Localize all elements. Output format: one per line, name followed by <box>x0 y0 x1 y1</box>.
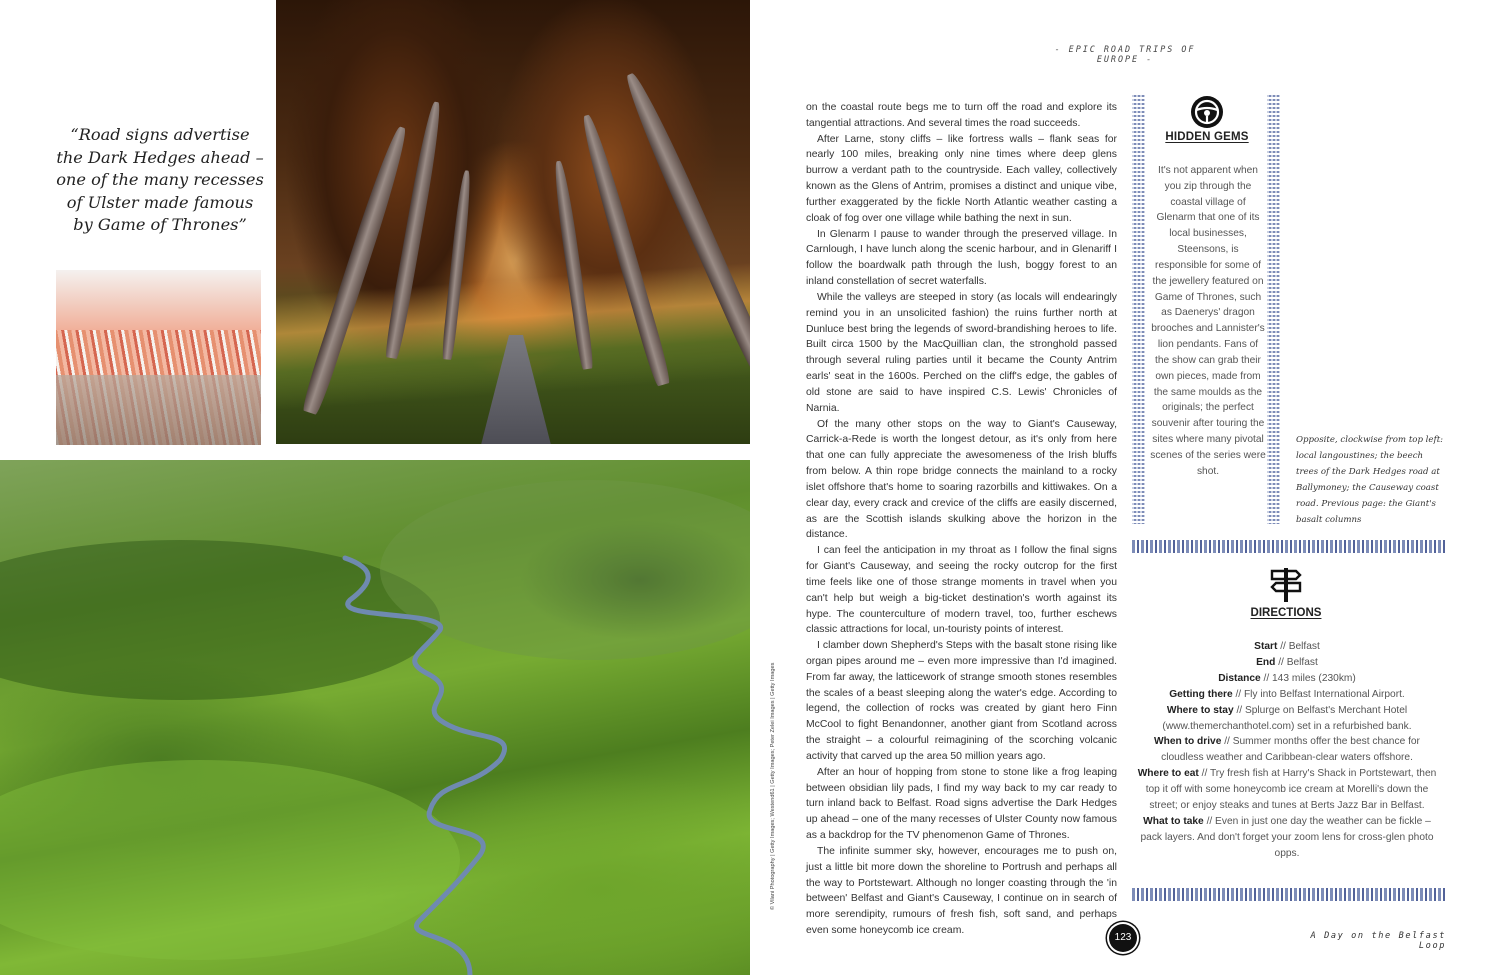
body-paragraph: on the coastal route begs me to turn off the road and explore its tangential attractions. And several times the road succeeds. <box>806 102 1117 129</box>
body-paragraph: I clamber down Shepherd's Steps with the basalt stone rising like organ pipes around me – even more impressive than I'd imagined. From far away, the latticework of strange smooth stones resembles the scales of a beast sleeping along the water's edge. According to legend, the collection of rocks was created by giant hero Finn McCool to fight Benandonner, another giant from Scotland across the straight – a colourful reimagining of the scorching volcanic activity that carved up the area 50 million years ago. <box>806 640 1117 762</box>
hidden-gems-text: It's not apparent when you zip through the coastal village of Glenarm that one of its local businesses, Steensons, is responsible for some of the jewellery featured on Game of Thrones, such as Daenerys' dragon brooches and Lannister's lion pendants. Fans of the show can grab their own pieces, made from the same moulds as the originals; the perfect souvenir after touring the sites where many pivotal scenes of the series were shot. <box>1150 165 1266 477</box>
body-paragraph: In Glenarm I pause to wander through the preserved village. In Carnlough, I have lunch along the scenic harbour, and in Glenariff I follow the boardwalk path through the lush, boggy forest to an inland constellation of secret waterfalls. <box>806 228 1117 288</box>
pull-quote: “Road signs advertise the Dark Hedges ahead – one of the many recesses of Ulster made famous by Game of Thrones” <box>56 125 264 234</box>
winding-road <box>0 460 750 975</box>
langoustines-photo <box>56 270 261 445</box>
direction-row <box>1137 734 1437 766</box>
direction-row <box>1137 703 1437 735</box>
signpost-icon <box>1266 564 1306 604</box>
direction-label: Distance <box>1218 672 1261 684</box>
direction-label: End <box>1256 656 1276 668</box>
photo-caption: Opposite, clockwise from top left: local langoustines; the beech trees of the Dark Hedges road at Ballymoney; the Causeway coast road. Previous page: the Giant's basalt columns <box>1296 435 1444 525</box>
direction-label: Getting there <box>1169 688 1233 700</box>
steering-wheel-icon <box>1190 95 1224 129</box>
direction-value: // Summer months offer the best chance for cloudless weather and Caribbean-clear waters offshore. <box>1161 736 1420 764</box>
direction-label: Start <box>1254 641 1278 652</box>
direction-value: // Splurge on Belfast's Merchant Hotel (www.themerchanthotel.com) set in a refurbished bank. <box>1162 704 1412 732</box>
dark-hedges-photo <box>276 0 750 444</box>
directions-border-top <box>1132 540 1446 553</box>
body-paragraph: The infinite summer sky, however, encourages me to push on, just a little bit more down the shoreline to Portrush and perhaps all the way to Portstewart. Although no longer coasting through the 'in between' Belfast and Giant's Causeway, I continue on in search of more serendipity, rumours of fresh fish, soft sand, and perhaps even some honeycomb ice cream. <box>806 845 1117 937</box>
direction-value: // Belfast <box>1277 641 1320 652</box>
body-paragraph: I can feel the anticipation in my throat as I follow the final signs for Giant's Causeway, and seeing the rocky outcrop for the first time feels like one of those strange moments in travel when you can't help but weigh a big-ticket destination's worth against its hype. The counterculture of modern travel, too, further eschews classic attractions for local, un-touristy points of interest. <box>806 545 1117 636</box>
langoustine-heads <box>56 270 261 330</box>
body-paragraph: After Larne, stony cliffs – like fortress walls – flank seas for nearly 100 miles, breaking only nine times where deep glens burrow a verdant path to the countryside. Each valley, collectively known as the Glens of Antrim, promises a distinct and unique vibe, further exaggerated by the fickle North Atlantic weather casting a cloak of fog over one village while bathing the next in sun. <box>806 133 1117 224</box>
beech-trunk <box>441 170 473 360</box>
direction-row <box>1137 655 1437 671</box>
beech-trunk <box>551 160 594 370</box>
crate-tray <box>56 375 261 445</box>
page-number: 123 <box>1109 924 1137 952</box>
direction-value: // Fly into Belfast International Airport. <box>1232 688 1405 700</box>
direction-label: Where to eat <box>1137 768 1199 780</box>
direction-row <box>1137 766 1437 814</box>
direction-row <box>1137 671 1437 687</box>
beech-trunk <box>300 124 412 415</box>
direction-row <box>1137 687 1437 703</box>
directions-list <box>1137 639 1437 862</box>
causeway-coast-road-photo <box>0 460 750 975</box>
body-paragraph: Of the many other stops on the way to Giant's Causeway, Carrick-a-Rede is worth the longest detour, as it's only from here that one can fully appreciate the awesomeness of the Irish bluffs from below. A thin rope bridge connects the mainland to a rocky islet offshore that's home to soaring razorbills and kittiwakes. On a clear day, every crack and crevice of the cliffs are easily discerned, as are the Scottish islands skulking above the horizon in the distance. <box>806 418 1117 541</box>
article-body <box>806 100 1117 939</box>
direction-value: // Belfast <box>1275 656 1318 668</box>
direction-label: What to take <box>1143 815 1204 827</box>
direction-label: When to drive <box>1154 736 1222 748</box>
gems-border-left <box>1132 95 1145 524</box>
directions-border-bottom <box>1132 888 1446 901</box>
body-paragraph: While the valleys are steeped in story (as locals will endearingly remind you in an unsolicited fashion) the ruins further north at Dunluce best bring the legends of sword-brandishing heroes to life. Built circa 1500 by the MacQuillian clan, the stronghold passed through several ruling parties until it became the County Antrim earls' seat in the 1600s. Perched on the cliff's edge, the gables of old stone are said to have inspired C.S. Lewis' Chronicles of Narnia. <box>806 291 1117 414</box>
hidden-gems-title: HIDDEN GEMS <box>1165 131 1249 143</box>
running-foot: A Day on the Belfast Loop <box>1310 931 1446 951</box>
gems-border-right <box>1267 95 1280 524</box>
directions-title: DIRECTIONS <box>1250 607 1322 619</box>
hedges-road <box>481 335 551 444</box>
body-paragraph: After an hour of hopping from stone to stone like a frog leaping between obsidian lily pads, I find my way back to my car ready to turn inland back to Belfast. Road signs advertise the Dark Hedges up ahead – one of the many recesses of Ulster County now famous as a backdrop for the TV phenomenon Game of Thrones. <box>806 766 1117 842</box>
direction-row <box>1137 814 1437 862</box>
running-head: - EPIC ROAD TRIPS OF EUROPE - <box>1054 44 1196 64</box>
direction-value: // Try fresh fish at Harry's Shack in Portstewart, then top it off with some honeycomb ice cream at Morelli's down the street; or enjoy steaks and tunes at Berts Jazz Bar in Belfast. <box>1145 768 1437 812</box>
photo-credit: © Vilani Photography | Getty Images; Westend61 | Getty Images; Peter Zelei Images | Getty Images <box>770 662 776 910</box>
direction-row <box>1137 639 1437 655</box>
direction-label: Where to stay <box>1166 704 1234 716</box>
direction-value: // Even in just one day the weather can be fickle – pack layers. And don't forget your zoom lens for cross-glen photo opps. <box>1140 815 1434 859</box>
direction-value: // 143 miles (230km) <box>1260 672 1356 684</box>
